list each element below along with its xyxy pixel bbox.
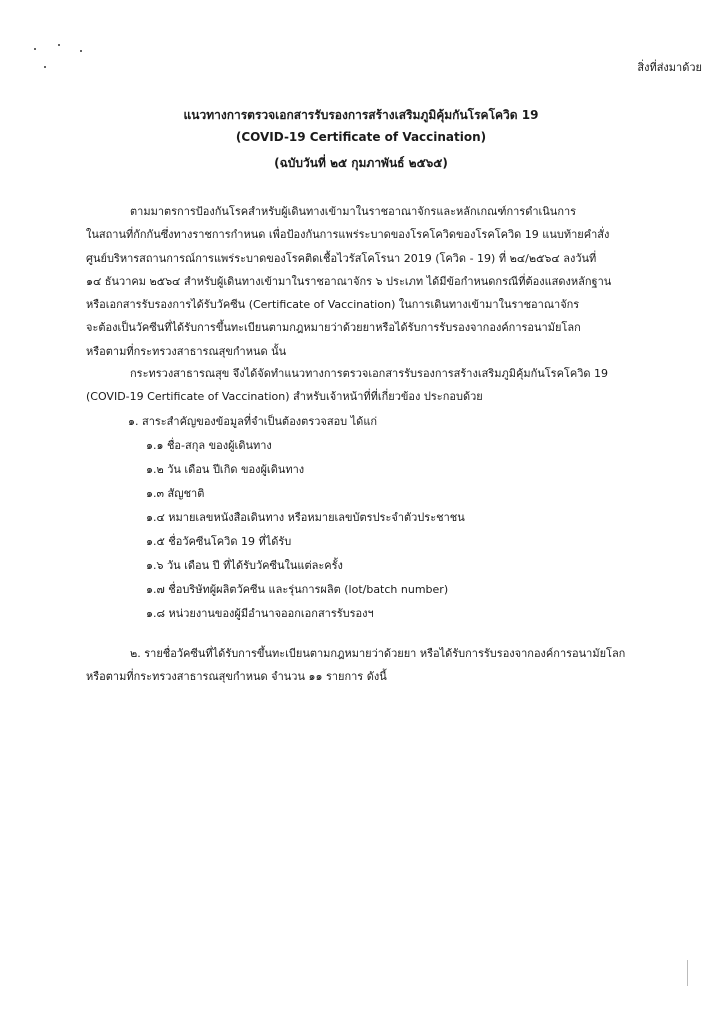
- paragraph-line: ในสถานที่กักกันซึ่งทางราชการกำหนด เพื่อป้องกันการแพร่ระบาดของโรคโควิดของโรคโควิด 19 แนบท้ายคำสั่ง: [86, 228, 610, 242]
- paragraph-line: จะต้องเป็นวัคซีนที่ได้รับการขึ้นทะเบียนตามกฎหมายว่าด้วยยาหรือได้รับการรับรองจากองค์การอนามัยโลก: [86, 321, 581, 335]
- paragraph-line: ศูนย์บริหารสถานการณ์การแพร่ระบาดของโรคติดเชื้อไวรัสโคโรนา 2019 (โควิด - 19) ที่ ๒๔/๒๕๖๔ ลงวันที่: [86, 251, 597, 265]
- paragraph-line: (COVID-19 Certificate of Vaccination) สำหรับเจ้าหน้าที่ที่เกี่ยวข้อง ประกอบด้วย: [86, 390, 483, 404]
- scan-speck: [58, 44, 60, 46]
- enclosure-note: สิ่งที่ส่งมาด้วย: [637, 61, 702, 74]
- scan-specks: [30, 42, 90, 72]
- document-subtitle: (COVID-19 Certificate of Vaccination): [235, 130, 487, 144]
- paragraph-2: [86, 362, 666, 409]
- paragraph-line: กระทรวงสาธารณสุข จึงได้จัดทำแนวทางการตรวจเอกสารรับรองการสร้างเสริมภูมิคุ้มกันโรคโควิด 19: [130, 367, 609, 380]
- scan-speck: [34, 48, 36, 50]
- subitem: ๑.๒ วัน เดือน ปีเกิด ของผู้เดินทาง: [146, 463, 305, 476]
- paragraph-line: ตามมาตรการป้องกันโรคสำหรับผู้เดินทางเข้ามาในราชอาณาจักรและหลักเกณฑ์การดำเนินการ: [130, 205, 577, 218]
- subitem: ๑.๗ ชื่อบริษัทผู้ผลิตวัคซีน และรุ่นการผลิต (lot/batch number): [146, 583, 449, 596]
- scan-edge-mark: [687, 960, 688, 986]
- subitem: ๑.๕ ชื่อวัคซีนโควิด 19 ที่ได้รับ: [146, 535, 292, 548]
- paragraph-line: หรือตามที่กระทรวงสาธารณสุขกำหนด จำนวน ๑๑ รายการ ดังนี้: [86, 670, 387, 684]
- paragraph-1: [86, 200, 666, 363]
- subitem: ๑.๖ วัน เดือน ปี ที่ได้รับวัคซีนในแต่ละครั้ง: [146, 559, 343, 572]
- scan-speck: [44, 66, 46, 68]
- document-title: แนวทางการตรวจเอกสารรับรองการสร้างเสริมภูมิคุ้มกันโรคโควิด 19: [183, 108, 539, 122]
- subitem: ๑.๔ หมายเลขหนังสือเดินทาง หรือหมายเลขบัตรประจำตัวประชาชน: [146, 511, 465, 524]
- document-date: (ฉบับวันที่ ๒๕ กุมภาพันธ์ ๒๕๖๕): [274, 156, 448, 170]
- scan-speck: [80, 50, 82, 52]
- paragraph-line: หรือตามที่กระทรวงสาธารณสุขกำหนด นั้น: [86, 344, 287, 358]
- item-1-heading: ๑. สาระสำคัญของข้อมูลที่จำเป็นต้องตรวจสอบ ได้แก่: [128, 415, 378, 428]
- item-2: [86, 642, 666, 689]
- subitem: ๑.๑ ชื่อ-สกุล ของผู้เดินทาง: [146, 439, 272, 452]
- paragraph-line: ๒. รายชื่อวัคซีนที่ได้รับการขึ้นทะเบียนตามกฎหมายว่าด้วยยา หรือได้รับการรับรองจากองค์การอนามัยโลก: [130, 647, 626, 660]
- subitem: ๑.๘ หน่วยงานของผู้มีอำนาจออกเอกสารรับรองฯ: [146, 607, 374, 620]
- paragraph-line: หรือเอกสารรับรองการได้รับวัคซีน (Certificate of Vaccination) ในการเดินทางเข้ามาในราชอาณาจักร: [86, 298, 580, 312]
- subitem: ๑.๓ สัญชาติ: [146, 487, 205, 500]
- paragraph-line: ๑๔ ธันวาคม ๒๕๖๔ สำหรับผู้เดินทางเข้ามาในราชอาณาจักร ๖ ประเภท ได้มีข้อกำหนดกรณีที่ต้องแสดงหลักฐาน: [86, 274, 612, 288]
